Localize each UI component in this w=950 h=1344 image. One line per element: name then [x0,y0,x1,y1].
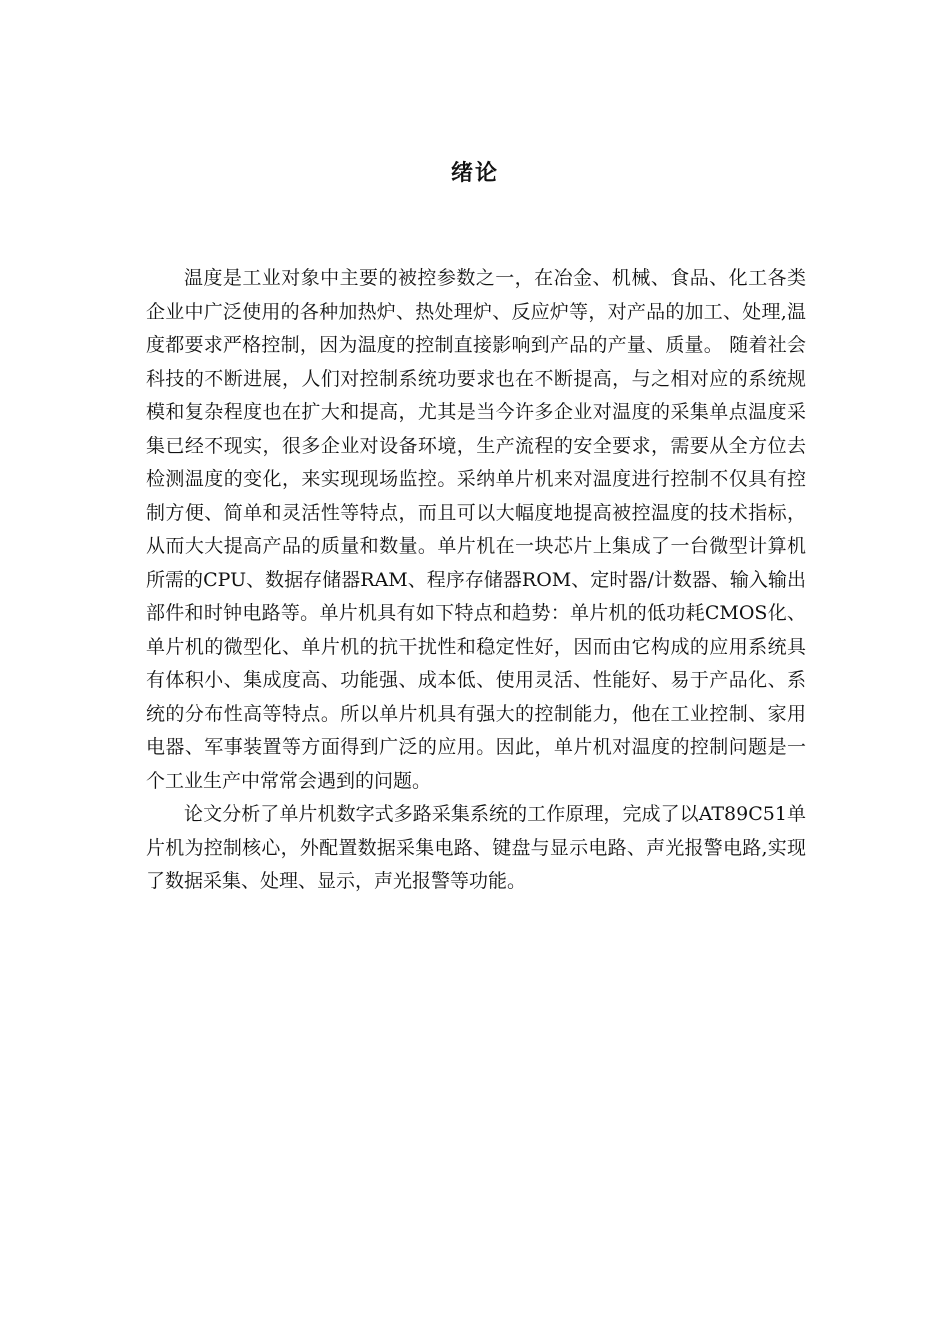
paragraph-intro: 温度是工业对象中主要的被控参数之一，在冶金、机械、食品、化工各类企业中广泛使用的各种加热炉、热处理炉、反应炉等，对产品的加工、处理,温度都要求严格控制，因为温度的控制直接影响到产品的产量、质量。 随着社会科技的不断进展，人们对控制系统功要求也在不断提高，与之相对应的系统规模和复杂程度也在扩大和提高，尤其是当今许多企业对温度的采集单点温度采集已经不现实，很多企业对设备环境，生产流程的安全要求，需要从全方位去检测温度的变化，来实现现场监控。采纳单片机来对温度进行控制不仅具有控制方便、简单和灵活性等特点，而且可以大幅度地提高被控温度的技术指标，从而大大提高产品的质量和数量。单片机在一块芯片上集成了一台微型计算机所需的CPU、数据存储器RAM、程序存储器ROM、定时器/计数器、输入输出部件和时钟电路等。单片机具有如下特点和趋势：单片机的低功耗CMOS化、单片机的微型化、单片机的抗干扰性和稳定性好，因而由它构成的应用系统具有体积小、集成度高、功能强、成本低、使用灵活、性能好、易于产品化、系统的分布性高等特点。所以单片机具有强大的控制能力，他在工业控制、家用电器、军事装置等方面得到广泛的应用。因此，单片机对温度的控制问题是一个工业生产中常常会遇到的问题。 [146,267,806,792]
document-body [146,262,806,899]
page-title: 绪论 [450,161,499,186]
paragraph-summary: 论文分析了单片机数字式多路采集系统的工作原理，完成了以AT89C51单片机为控制核心，外配置数据采集电路、键盘与显示电路、声光报警电路,实现了数据采集、处理、显示，声光报警等功能。 [146,803,806,892]
